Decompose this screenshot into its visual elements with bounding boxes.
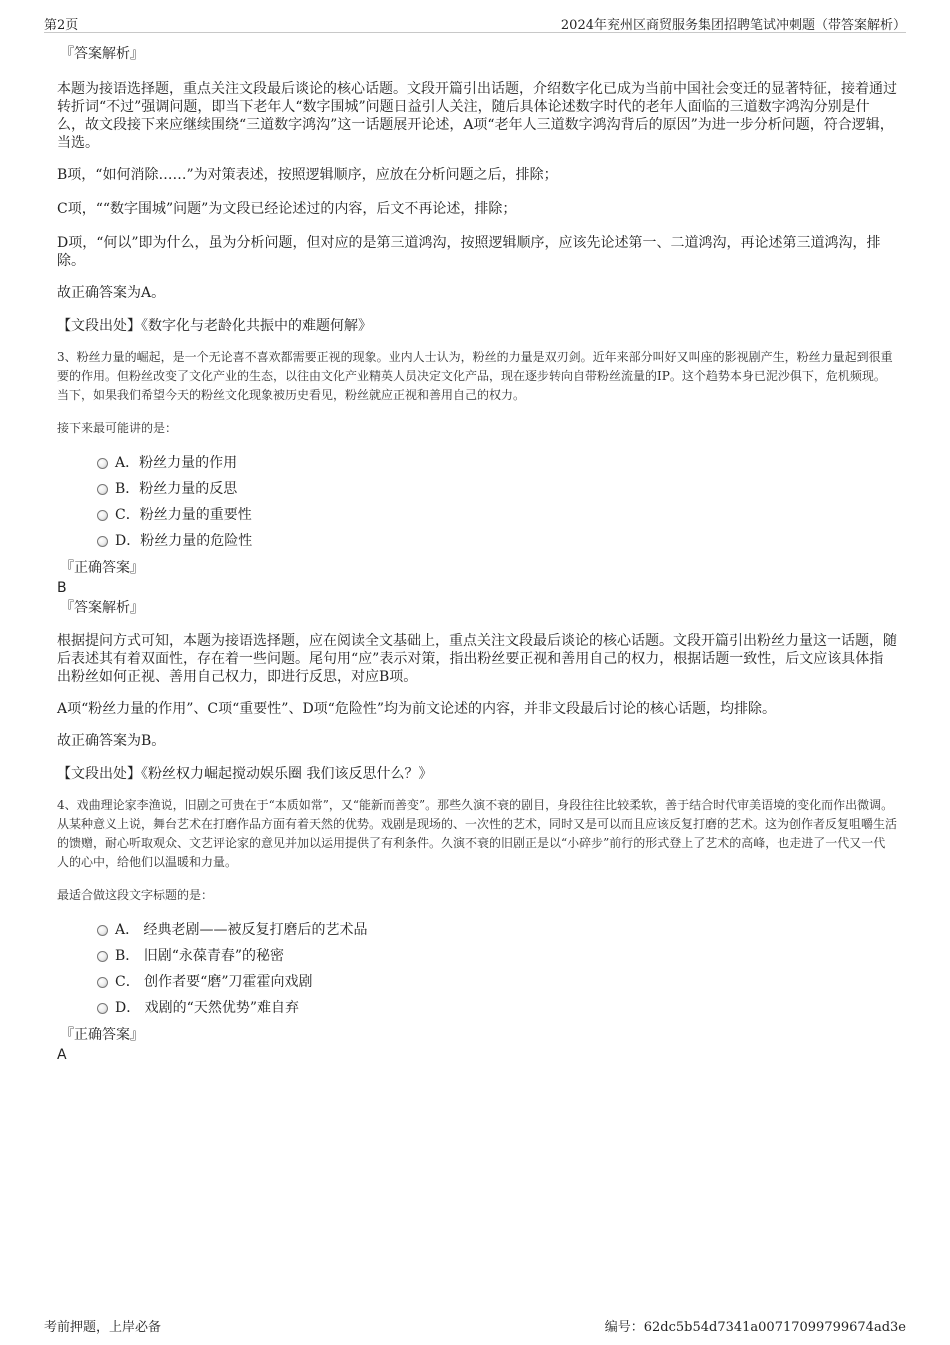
- option-c[interactable]: C．粉丝力量的重要性: [97, 502, 897, 528]
- page-header: [44, 14, 906, 33]
- radio-icon[interactable]: [97, 484, 108, 495]
- option-list: [97, 917, 897, 1021]
- answer-value: B: [57, 580, 67, 596]
- option-b[interactable]: B． 旧剧“永葆青春”的秘密: [97, 943, 897, 969]
- answer-label: 『正确答案』: [60, 560, 144, 576]
- analysis-paragraph: B项，“如何消除……”为对策表述，按照逻辑顺序，应放在分析问题之后，排除；: [57, 167, 558, 183]
- radio-icon[interactable]: [97, 458, 108, 469]
- option-d[interactable]: D．粉丝力量的危险性: [97, 528, 897, 554]
- option-d[interactable]: D． 戏剧的“天然优势”难自弃: [97, 995, 897, 1021]
- analysis-paragraph: C项，““数字围城”问题”为文段已经论述过的内容，后文不再论述，排除；: [57, 201, 517, 217]
- radio-icon[interactable]: [97, 925, 108, 936]
- analysis-label: 『答案解析』: [60, 46, 144, 62]
- conclusion: 故正确答案为B。: [57, 733, 166, 749]
- analysis-paragraph: D项，“何以”即为什么，虽为分析问题，但对应的是第三道鸿沟，按照逻辑顺序，应该先论述第一、二道鸿沟，再论述第三道鸿沟，排除。: [57, 235, 881, 269]
- radio-icon[interactable]: [97, 1003, 108, 1014]
- option-a[interactable]: A．粉丝力量的作用: [97, 450, 897, 476]
- option-a[interactable]: A． 经典老剧——被反复打磨后的艺术品: [97, 917, 897, 943]
- source-citation: 【文段出处】《粉丝权力崛起搅动娱乐圈 我们该反思什么？》: [57, 766, 433, 782]
- radio-icon[interactable]: [97, 951, 108, 962]
- question-stem: 3、粉丝力量的崛起，是一个无论喜不喜欢都需要正视的现象。业内人士认为，粉丝的力量是双刃剑。近年来部分叫好又叫座的影视剧产生，粉丝力量起到很重要的作用。但粉丝改变了文化产业的生态，以往由文化产业精英人员决定文化产品，现在逐步转向自带粉丝流量的IP。这个趋势本身已泥沙俱下，危机频现。当下，如果我们希望今天的粉丝文化现象被历史看见，粉丝就应正视和善用自己的权力。: [57, 350, 893, 402]
- document-title: 2024年兖州区商贸服务集团招聘笔试冲刺题（带答案解析）: [560, 18, 906, 33]
- option-b[interactable]: B．粉丝力量的反思: [97, 476, 897, 502]
- document-code: 编号：62dc5b54d7341a00717099799674ad3e: [604, 1320, 906, 1335]
- analysis-label: 『答案解析』: [60, 600, 144, 616]
- analysis-paragraph: 根据提问方式可知，本题为接语选择题，应在阅读全文基础上，重点关注文段最后谈论的核心话题。文段开篇引出粉丝力量这一话题，随后表述其有着双面性，存在着一些问题。尾句用“应”表示对策，指出粉丝要正视和善用自己的权力，根据话题一致性，后文应该具体指出粉丝如何正视、善用自己权力，即进行反思，对应B项。: [57, 633, 897, 685]
- option-list: [97, 450, 897, 554]
- answer-value: A: [57, 1047, 67, 1063]
- page-number: 第2页: [44, 18, 79, 33]
- radio-icon[interactable]: [97, 510, 108, 521]
- page-content: [57, 44, 897, 1065]
- conclusion: 故正确答案为A。: [57, 285, 166, 301]
- question-prompt: 最适合做这段文字标题的是：: [57, 888, 214, 902]
- option-c[interactable]: C． 创作者要“磨”刀霍霍向戏剧: [97, 969, 897, 995]
- footer-slogan: 考前押题，上岸必备: [44, 1320, 162, 1335]
- source-citation: 【文段出处】《数字化与老龄化共振中的难题何解》: [57, 318, 372, 334]
- answer-label: 『正确答案』: [60, 1027, 144, 1043]
- analysis-paragraph: A项“粉丝力量的作用”、C项“重要性”、D项“危险性”均为前文论述的内容，并非文段最后讨论的核心话题，均排除。: [57, 701, 776, 717]
- radio-icon[interactable]: [97, 536, 108, 547]
- question-prompt: 接下来最可能讲的是：: [57, 421, 178, 435]
- radio-icon[interactable]: [97, 977, 108, 988]
- analysis-paragraph: 本题为接语选择题，重点关注文段最后谈论的核心话题。文段开篇引出话题，介绍数字化已成为当前中国社会变迁的显著特征，接着通过转折词“不过”强调问题，即当下老年人“数字围城”问题日益引人关注，随后具体论述数字时代的老年人面临的三道数字鸿沟分别是什么，故文段接下来应继续围绕“三道数字鸿沟”这一话题展开论述，A项“老年人三道数字鸿沟背后的原因”为进一步分析问题，符合逻辑，当选。: [57, 81, 897, 151]
- question-stem: 4、戏曲理论家李渔说，旧剧之可贵在于“本质如常”，又“能新而善变”。那些久演不衰的剧目，身段往往比较柔软，善于结合时代审美语境的变化而作出微调。从某种意义上说，舞台艺术在打磨作品方面有着天然的优势。戏剧是现场的、一次性的艺术，同时又是可以而且应该反复打磨的艺术。这为创作者反复咀嚼生活的馈赠，耐心听取观众、文艺评论家的意见并加以运用提供了有利条件。久演不衰的旧剧正是以“小碎步”前行的形式登上了艺术的高峰，也走进了一代又一代人的心中，给他们以温暖和力量。: [57, 798, 898, 869]
